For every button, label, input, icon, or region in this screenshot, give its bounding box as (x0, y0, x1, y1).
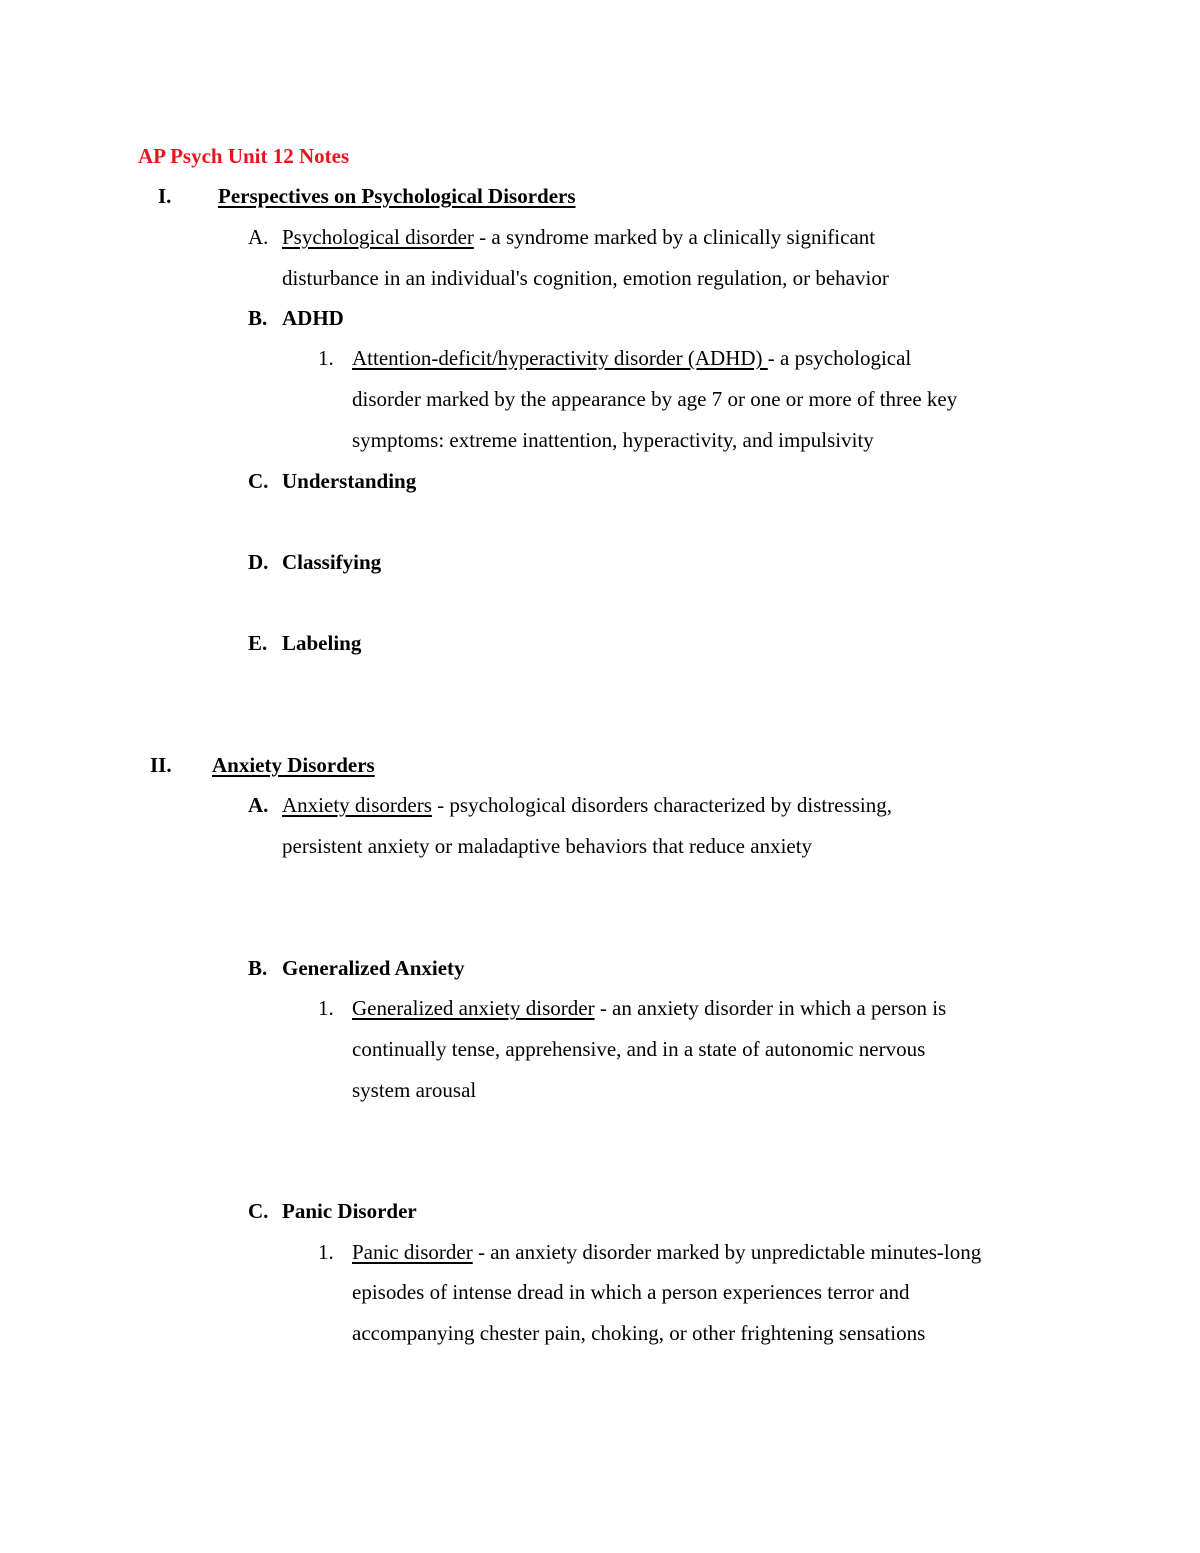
definition-continuation: disturbance in an individual's cognition, emotion regulation, or behavior (282, 266, 889, 290)
definition-continuation: system arousal (352, 1078, 477, 1102)
definition-term: Psychological disorder (282, 225, 474, 249)
definition-text: - a syndrome marked by a clinically significant (473, 225, 876, 249)
definition-term: Attention-deficit/hyperactivity disorder (ADHD) (352, 346, 768, 370)
outline-item-line (248, 225, 875, 249)
definition-continuation: symptoms: extreme inattention, hyperactivity, and impulsivity (352, 428, 874, 452)
definition-continuation: disorder marked by the appearance by age 7 or one or more of three key (352, 387, 958, 411)
item-label: Labeling (282, 631, 362, 655)
sub-item-line (318, 346, 911, 370)
definition-continuation: episodes of intense dread in which a person experiences terror and (352, 1280, 910, 1304)
outline-item-line (248, 956, 465, 980)
item-letter: A. (248, 793, 269, 817)
section-1-heading-line (158, 184, 576, 208)
item-label: Generalized Anxiety (282, 956, 465, 980)
section-heading: Anxiety Disorders (212, 753, 375, 777)
item-letter: E. (248, 631, 268, 655)
outline-item-line (248, 1199, 417, 1223)
definition-text: - an anxiety disorder marked by unpredictable minutes-long (472, 1240, 982, 1264)
item-label: Panic Disorder (282, 1199, 417, 1223)
definition-text: - an anxiety disorder in which a person is (594, 996, 947, 1020)
outline-item-line (248, 631, 361, 655)
sub-item-number: 1. (318, 1240, 334, 1264)
outline-item-line (248, 469, 416, 493)
outline-item-line (248, 550, 381, 574)
item-label: Understanding (282, 469, 417, 493)
item-letter: C. (248, 1199, 269, 1223)
sub-item-line (318, 996, 946, 1020)
definition-continuation: accompanying chester pain, choking, or other frightening sensations (352, 1321, 926, 1345)
definition-term: Generalized anxiety disorder (352, 996, 595, 1020)
item-letter: B. (248, 956, 268, 980)
sub-item-number: 1. (318, 346, 334, 370)
definition-term: Panic disorder (352, 1240, 473, 1264)
item-label: ADHD (282, 306, 344, 330)
outline-item-line (248, 793, 892, 817)
item-letter: B. (248, 306, 268, 330)
definition-text: - a psychological (767, 346, 912, 370)
item-label: Classifying (282, 550, 382, 574)
section-numeral: II. (150, 753, 172, 777)
sub-item-number: 1. (318, 996, 334, 1020)
definition-text: - psychological disorders characterized by distressing, (431, 793, 893, 817)
section-2-heading-line (150, 753, 375, 777)
item-letter: D. (248, 550, 269, 574)
section-numeral: I. (158, 184, 172, 208)
sub-item-line (318, 1240, 981, 1264)
item-letter: C. (248, 469, 269, 493)
section-heading: Perspectives on Psychological Disorders (218, 184, 576, 208)
definition-continuation: continually tense, apprehensive, and in a state of autonomic nervous (352, 1037, 926, 1061)
definition-continuation: persistent anxiety or maladaptive behaviors that reduce anxiety (282, 834, 813, 858)
item-letter: A. (248, 225, 269, 249)
definition-term: Anxiety disorders (282, 793, 432, 817)
outline-item-line (248, 306, 344, 330)
document-title: AP Psych Unit 12 Notes (138, 144, 350, 168)
